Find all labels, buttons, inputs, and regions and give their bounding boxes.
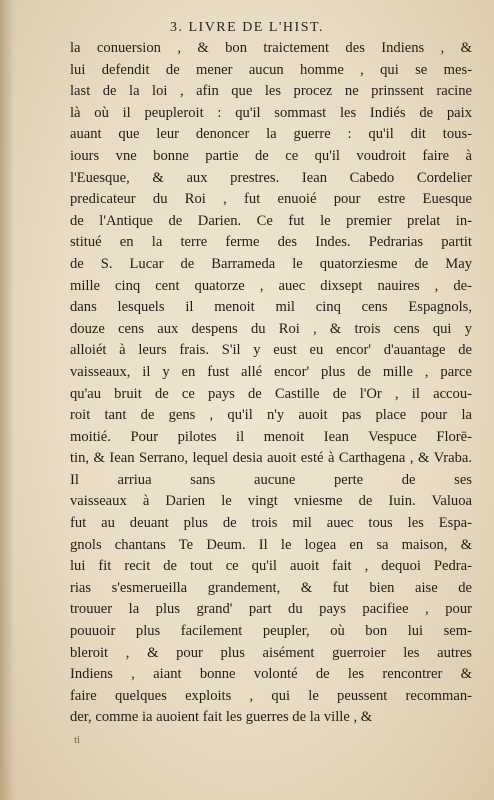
text-line: roit tant de gens , qu'il n'y auoit pas place pour la: [70, 407, 472, 424]
text-line: qu'au bruit de ce pays de Castille de l'Or , il accou-: [70, 385, 472, 402]
text-line: l'Euesque, & aux prestres. Iean Cabedo Cordelier: [70, 169, 472, 186]
text-line: moitié. Pour pilotes il menoit Iean Vespuce Florē-: [70, 428, 472, 445]
text-line: iours vne bonne partie de ce qu'il voudroit faire à: [70, 147, 472, 164]
text-line: douze cens aux despens du Roi , & trois cens qui y: [70, 320, 472, 337]
text-line: alloiét à leurs frais. S'il y eust eu encor' d'auantage de: [70, 342, 472, 359]
text-line: tin, & Iean Serrano, lequel desia auoit esté à Carthagena , & Vraba. Il arriua sans aucune perte de ses: [70, 450, 472, 488]
body-text: [70, 38, 472, 729]
text-line: fut au deuant plus de trois mil auec tous les Espa-: [70, 515, 472, 532]
text-line: auant que leur denoncer la guerre : qu'il dit tous-: [70, 126, 472, 143]
text-line: lui fit recit de tout ce qu'il auoit fait , dequoi Pedra-: [70, 558, 472, 575]
text-line: gnols chantans Te Deum. Il le logea en sa maison, &: [70, 536, 472, 553]
text-line: der, comme ia auoient fait les guerres de la ville , &: [70, 709, 373, 726]
running-head: 3. LIVRE DE L'HIST.: [169, 20, 325, 35]
text-line: mille cinq cent quatorze , auec dixsept nauires , de-: [70, 277, 472, 294]
text-line: la conuersion , & bon traictement des Indiens , &: [70, 40, 472, 56]
text-line: Indiens , aiant bonne volonté de les rencontrer &: [70, 666, 472, 683]
text-line: dans lesquels il menoit mil cinq cens Espagnols,: [70, 299, 472, 316]
text-line: trouuer la plus grand' part du pays pacifiee , pour: [70, 601, 472, 618]
text-line: faire quelques exploits , qui le peussent recomman-: [70, 687, 472, 704]
text-line: pouuoir plus facilement peupler, où bon lui sem-: [70, 623, 472, 640]
text-line: bleroit , & pour plus aisément guerroier les autres: [70, 644, 472, 661]
text-line: là où il peupleroit : qu'il sommast les Indiés de paix: [70, 104, 472, 121]
text-line: stitué en la terre ferme des Indes. Pedrarias partit: [70, 234, 472, 251]
page-gutter-shadow: [0, 0, 14, 800]
text-line: rias s'esmerueilla grandement, & fut bien aise de: [70, 579, 472, 596]
text-line: de S. Lucar de Barrameda le quatorziesme de May: [70, 255, 472, 272]
text-line: de l'Antique de Darien. Ce fut le premier prelat in-: [70, 212, 472, 229]
catchword: ti: [74, 734, 81, 746]
text-line: predicateur du Roi , fut enuoié pour estre Euesque: [70, 191, 472, 208]
text-line: vaisseaux, il y en fust allé encor' plus de mille , parce: [70, 363, 472, 380]
text-line: lui defendit de mener aucun homme , qui se mes-: [70, 61, 472, 78]
text-line: vaisseaux à Darien le vingt vniesme de Iuin. Valuoa: [70, 493, 472, 510]
text-line: last de la loi , afin que les procez ne prinssent racine: [70, 83, 472, 100]
